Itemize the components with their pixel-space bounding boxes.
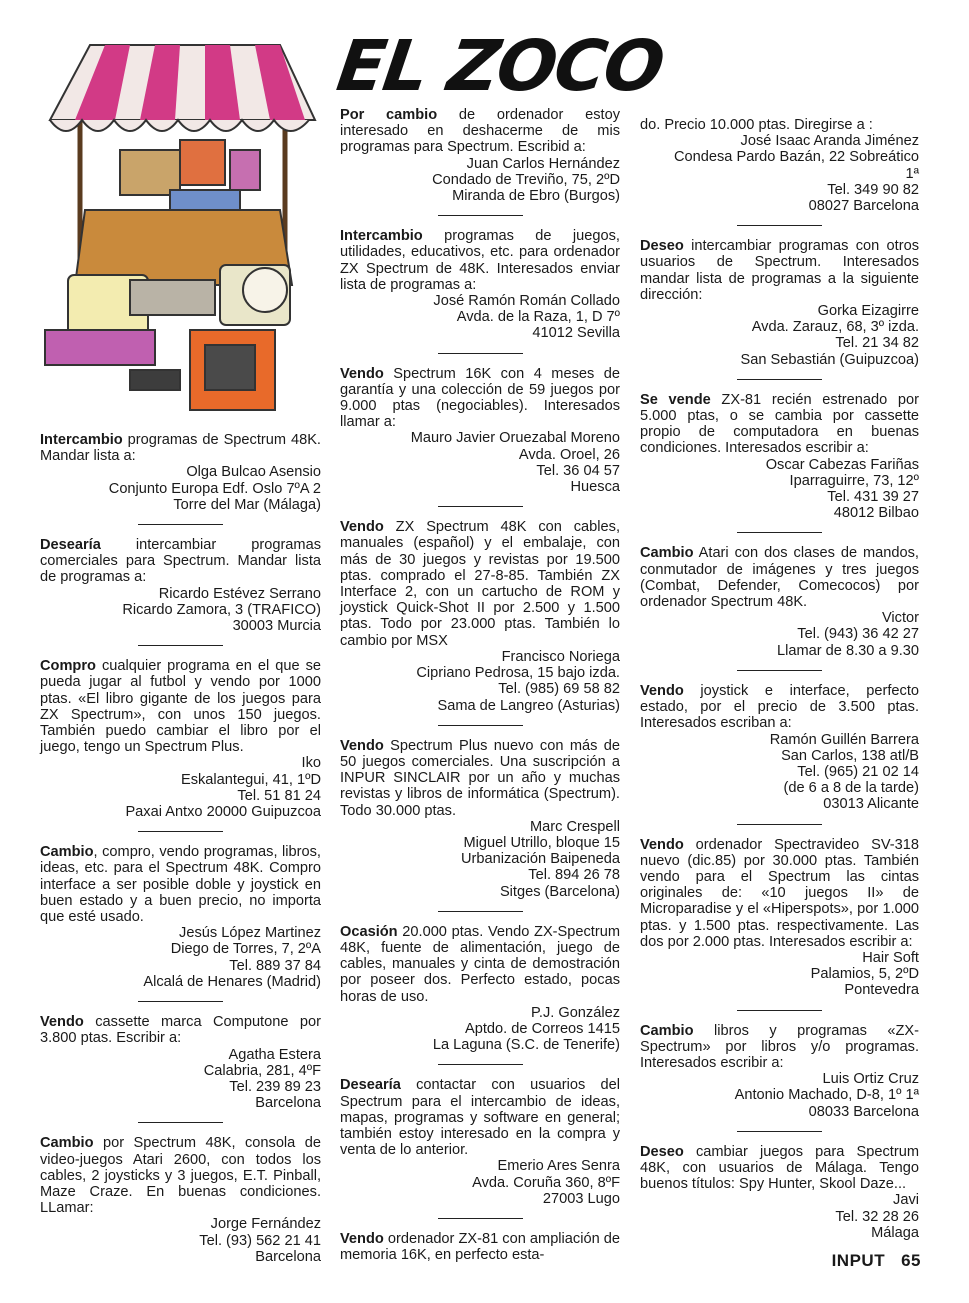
separator: [737, 532, 822, 533]
classified-ad: Por cambio de ordenador estoy interesado en deshacerme de mis programas para Spectrum. Escribid a: Juan Carlos Hernández Condado de Treviño, 75, 2ºD Miranda de Ebro (Burgos): [340, 107, 620, 205]
separator: [138, 645, 223, 646]
classified-ad: Desearía intercambiar programas comerciales para Spectrum. Mandar lista de programas a: Ricardo Estévez Serrano Ricardo Zamora, 3 (TRAFICO) 30003 Murcia: [40, 537, 321, 635]
separator: [138, 831, 223, 832]
classified-ad: Vendo joystick e interface, perfecto estado, por el precio de 3.500 ptas. Interesados escriban a: Ramón Guillén Barrera San Carlos, 138 atl/B Tel. (965) 21 02 14 (de 6 a 8 de la tarde) 03013 Alicante: [640, 682, 919, 813]
classified-ad: Deseo intercambiar programas con otros usuarios de Spectrum. Interesados mandar lista de programas a la siguiente dirección: Gorka Eizagirre Avda. Zarauz, 68, 3º izda. Tel. 21 34 82 San Sebastián (Guipuzcoa): [640, 238, 919, 368]
separator: [737, 1131, 822, 1132]
column-middle: [340, 107, 620, 1263]
classified-ad: Vendo Spectrum Plus nuevo con más de 50 juegos comerciales. Una suscripción a INPUR SINCLAIR por un año y muchas revistas y libros de informática (Spectrum). Todo 30.000 ptas. Marc Crespell Miguel Utrillo, bloque 15 Urbanización Baipeneda Tel. 894 26 78 Sitges (Barcelona): [340, 737, 620, 900]
separator: [438, 353, 523, 354]
classified-ad: Desearía contactar con usuarios del Spectrum para el intercambio de ideas, mapas, programas y software en general; también estoy interesado en la compra y venta de lo anterior. Emerio Ares Senra Avda. Coruña 360, 8ºF 27003 Lugo: [340, 1077, 620, 1207]
classified-ad: Intercambio programas de Spectrum 48K. Mandar lista a: Olga Bulcao Asensio Conjunto Europa Edf. Oslo 7ºA 2 Torre del Mar (Málaga): [40, 432, 321, 513]
classified-ad: Vendo ordenador Spectravideo SV-318 nuevo (dic.85) por 30.000 ptas. También vendo para el Spectrum las cintas originales de: «10 juegos II» de Microparadise y el «Hiperspots», por 1.000 ptas. y 1.500 ptas. respectivamente. Las dos por 2.000 ptas. Interesados escribir a: Hair Soft Palamios, 5, 2ºD Pontevedra: [640, 836, 919, 999]
column-left: [40, 432, 321, 1265]
classified-ad: do. Precio 10.000 ptas. Diregirse a : José Isaac Aranda Jiménez Condesa Pardo Bazán, 22 Sobreático 1ª Tel. 349 90 82 08027 Barcelona: [640, 117, 919, 215]
classified-ad: Vendo ordenador ZX-81 con ampliación de memoria 16K, en perfecto esta-: [340, 1230, 620, 1264]
classified-ad: Intercambio programas de juegos, utilidades, educativos, etc. para ordenador ZX Spectrum de 48K. Interesados enviar lista de programas a: José Ramón Román Collado Avda. de la Raza, 1, D 7º 41012 Sevilla: [340, 228, 620, 342]
classified-ad: Cambio libros y programas «ZX-Spectrum» por libros y/o programas. Interesados escribir a: Luis Ortiz Cruz Antonio Machado, D-8, 1º 1ª 08033 Barcelona: [640, 1022, 919, 1120]
classified-ad: Vendo cassette marca Computone por 3.800 ptas. Escribir a: Agatha Estera Calabria, 281, 4ºF Tel. 239 89 23 Barcelona: [40, 1014, 321, 1112]
separator: [138, 1122, 223, 1123]
magazine-name: INPUT: [831, 1251, 886, 1270]
separator: [737, 1010, 822, 1011]
page-footer: [832, 1251, 921, 1271]
market-stall-illustration: [30, 40, 330, 425]
separator: [438, 1064, 523, 1065]
separator: [737, 670, 822, 671]
classified-ad: Ocasión 20.000 ptas. Vendo ZX-Spectrum 48K, fuente de alimentación, juego de cables, manuales y cinta de demostración por poseer dos. Perfecto estado, pocas horas de uso. P.J. González Aptdo. de Correos 1415 La Laguna (S.C. de Tenerife): [340, 923, 620, 1054]
classified-ad: Deseo cambiar juegos para Spectrum 48K, con usuarios de Málaga. Tengo buenos títulos: Spy Hunter, Skool Daze... Javi Tel. 32 28 26 Málaga: [640, 1143, 919, 1241]
separator: [737, 824, 822, 825]
column-right: [640, 117, 919, 1241]
classified-ad: Cambio Atari con dos clases de mandos, conmutador de imágenes y tres juegos (Combat, Defender, Comecocos) por ordenador Spectrum 48K. Victor Tel. (943) 36 42 27 Llamar de 8.30 a 9.30: [640, 545, 919, 659]
separator: [438, 1218, 523, 1219]
separator: [737, 225, 822, 226]
page-title: EL ZOCO: [332, 25, 668, 107]
separator: [438, 215, 523, 216]
classified-ad: Cambio por Spectrum 48K, consola de video-juegos Atari 2600, con todos los cables, 2 joysticks y 3 juegos, E.T. Pinball, Maze Craze. En buenas condiciones. LLamar: Jorge Fernández Tel. (93) 562 21 41 Barcelona: [40, 1135, 321, 1265]
classified-ad: Se vende ZX-81 recién estrenado por 5.000 ptas, o se cambia por cassette propio de computadora en buenas condiciones. Interesados escribir a: Oscar Cabezas Fariñas Iparraguirre, 73, 12º Tel. 431 39 27 48012 Bilbao: [640, 391, 919, 522]
classified-ad: Vendo ZX Spectrum 48K con cables, manuales (español) y el embalaje, con más de 30 juegos y revistas por 19.500 ptas. comprado el 27-8-85. También ZX Interface 2, con un cartucho de ROM y joystick Quick-Shot II por 2.500 y 1.500 ptas. Todo por 23.000 ptas. También lo cambio por MSX Francisco Noriega Cipriano Pedrosa, 15 bajo izda. Tel. (985) 69 58 82 Sama de Langreo (Asturias): [340, 519, 620, 714]
separator: [138, 524, 223, 525]
separator: [438, 506, 523, 507]
classified-ad: Vendo Spectrum 16K con 4 meses de garantía y una colección de 59 juegos por 9.000 ptas (negociables). Interesados llamar a: Mauro Javier Oruezabal Moreno Avda. Oroel, 26 Tel. 36 04 57 Huesca: [340, 365, 620, 496]
classified-ad: Compro cualquier programa en el que se pueda jugar al futbol y vendo por 1000 ptas. «El libro gigante de los juegos para ZX Spectrum», con unos 150 juegos. También puedo cambiar el libro por el juego, tengo un Spectrum Plus. Iko Eskalantegui, 41, 1ºD Tel. 51 81 24 Paxai Antxo 20000 Guipuzcoa: [40, 658, 321, 821]
separator: [438, 725, 523, 726]
separator: [138, 1001, 223, 1002]
separator: [737, 379, 822, 380]
page-number: 65: [901, 1251, 921, 1270]
classified-ad: Cambio, compro, vendo programas, libros, ideas, etc. para el Spectrum 48K. Compro interface a ser posible doble y joystick en buen estado y a buen precio, no importa que esté usado. Jesús López Martinez Diego de Torres, 7, 2ºA Tel. 889 37 84 Alcalá de Henares (Madrid): [40, 844, 321, 990]
separator: [438, 911, 523, 912]
